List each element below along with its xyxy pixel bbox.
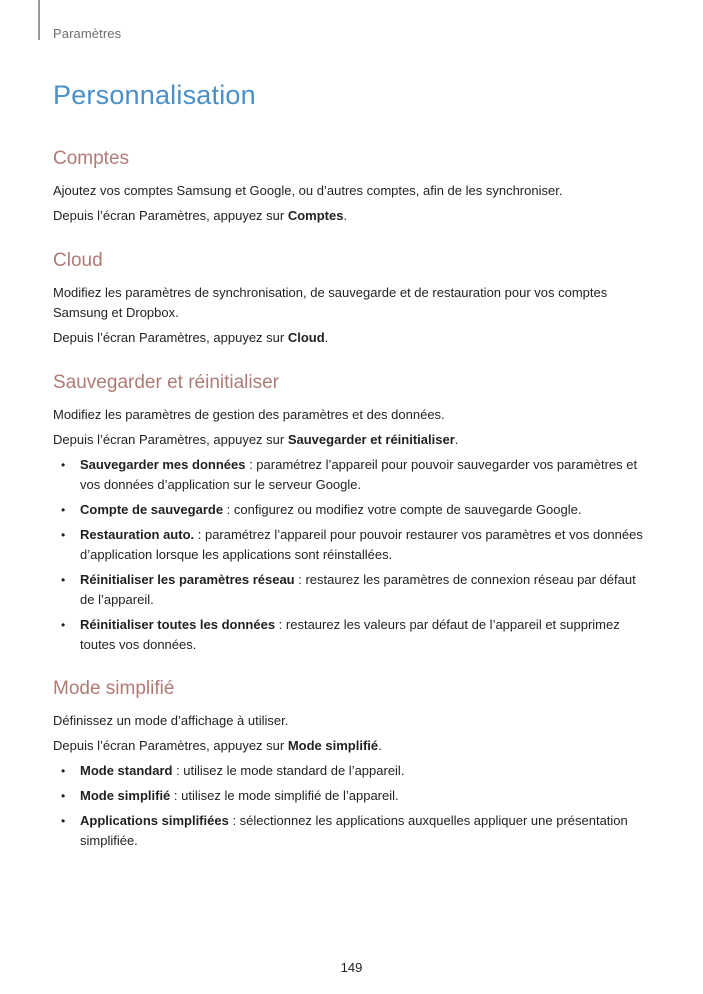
section-title: Sauvegarder et réinitialiser <box>53 372 280 393</box>
bullet-icon: • <box>61 573 66 587</box>
option-term: Réinitialiser toutes les données <box>80 617 276 632</box>
option-term: Restauration auto. <box>80 527 195 542</box>
section-description: Modifiez les paramètres de gestion des paramètres et des données. <box>53 407 445 422</box>
path-target: Cloud <box>287 330 325 345</box>
bullet-icon: • <box>61 618 66 632</box>
option-term: Applications simplifiées <box>80 813 229 828</box>
option-term: Compte de sauvegarde <box>80 502 224 517</box>
option-list <box>53 761 653 851</box>
section-description: Définissez un mode d’affichage à utiliser. <box>53 713 289 728</box>
list-item <box>53 615 653 655</box>
option-text: : restaurez les paramètres de connexion réseau par défaut de l’appareil. <box>80 572 636 607</box>
section-mode-simplifie <box>53 677 653 851</box>
section-sauvegarder-reinitialiser <box>53 371 653 655</box>
path-target: Comptes <box>287 208 344 223</box>
list-item <box>53 570 653 610</box>
option-text: : utilisez le mode simplifié de l’appareil. <box>170 788 399 803</box>
section-comptes <box>53 147 653 226</box>
bullet-icon: • <box>61 503 66 517</box>
settings-path: Depuis l’écran Paramètres, appuyez sur Comptes. <box>53 208 348 223</box>
option-term: Mode standard <box>80 763 173 778</box>
list-item <box>53 455 653 495</box>
settings-path: Depuis l’écran Paramètres, appuyez sur Cloud. <box>53 330 329 345</box>
page-number: 149 <box>340 960 363 975</box>
bullet-icon: • <box>61 814 66 828</box>
path-target: Mode simplifié <box>287 738 379 753</box>
bullet-icon: • <box>61 789 66 803</box>
list-item <box>53 500 653 520</box>
option-text: : sélectionnez les applications auxquelles appliquer une présentation simplifiée. <box>80 813 628 848</box>
option-text: : utilisez le mode standard de l’appareil. <box>172 763 405 778</box>
list-item <box>53 525 653 565</box>
bullet-icon: • <box>61 458 66 472</box>
option-text: : restaurez les valeurs par défaut de l’appareil et supprimez toutes vos données. <box>80 617 620 652</box>
option-text: : paramétrez l’appareil pour pouvoir restaurer vos paramètres et vos données d’application lorsque les applications sont réinstallées. <box>80 527 643 562</box>
section-title: Cloud <box>53 250 103 271</box>
page-content <box>53 147 653 856</box>
option-list <box>53 455 653 655</box>
list-item <box>53 761 653 781</box>
option-text: : configurez ou modifiez votre compte de sauvegarde Google. <box>223 502 582 517</box>
page-title: Personnalisation <box>53 80 256 110</box>
option-term: Sauvegarder mes données <box>80 457 246 472</box>
list-item <box>53 786 653 806</box>
settings-path: Depuis l’écran Paramètres, appuyez sur Sauvegarder et réinitialiser. <box>53 432 459 447</box>
header-divider <box>38 0 40 40</box>
bullet-icon: • <box>61 764 66 778</box>
option-text: : paramétrez l’appareil pour pouvoir sauvegarder vos paramètres et vos données d’application sur le serveur Google. <box>80 457 638 492</box>
option-term: Réinitialiser les paramètres réseau <box>80 572 295 587</box>
section-cloud <box>53 249 653 348</box>
path-target: Sauvegarder et réinitialiser <box>287 432 455 447</box>
section-description: Modifiez les paramètres de synchronisation, de sauvegarde et de restauration pour vos comptes Samsung et Dropbox. <box>53 285 608 320</box>
list-item <box>53 811 653 851</box>
running-header: Paramètres <box>53 26 122 41</box>
section-description: Ajoutez vos comptes Samsung et Google, ou d’autres comptes, afin de les synchroniser. <box>53 183 563 198</box>
section-title: Mode simplifié <box>53 678 175 699</box>
option-term: Mode simplifié <box>80 788 171 803</box>
settings-path: Depuis l’écran Paramètres, appuyez sur Mode simplifié. <box>53 738 382 753</box>
bullet-icon: • <box>61 528 66 542</box>
section-title: Comptes <box>53 148 130 169</box>
